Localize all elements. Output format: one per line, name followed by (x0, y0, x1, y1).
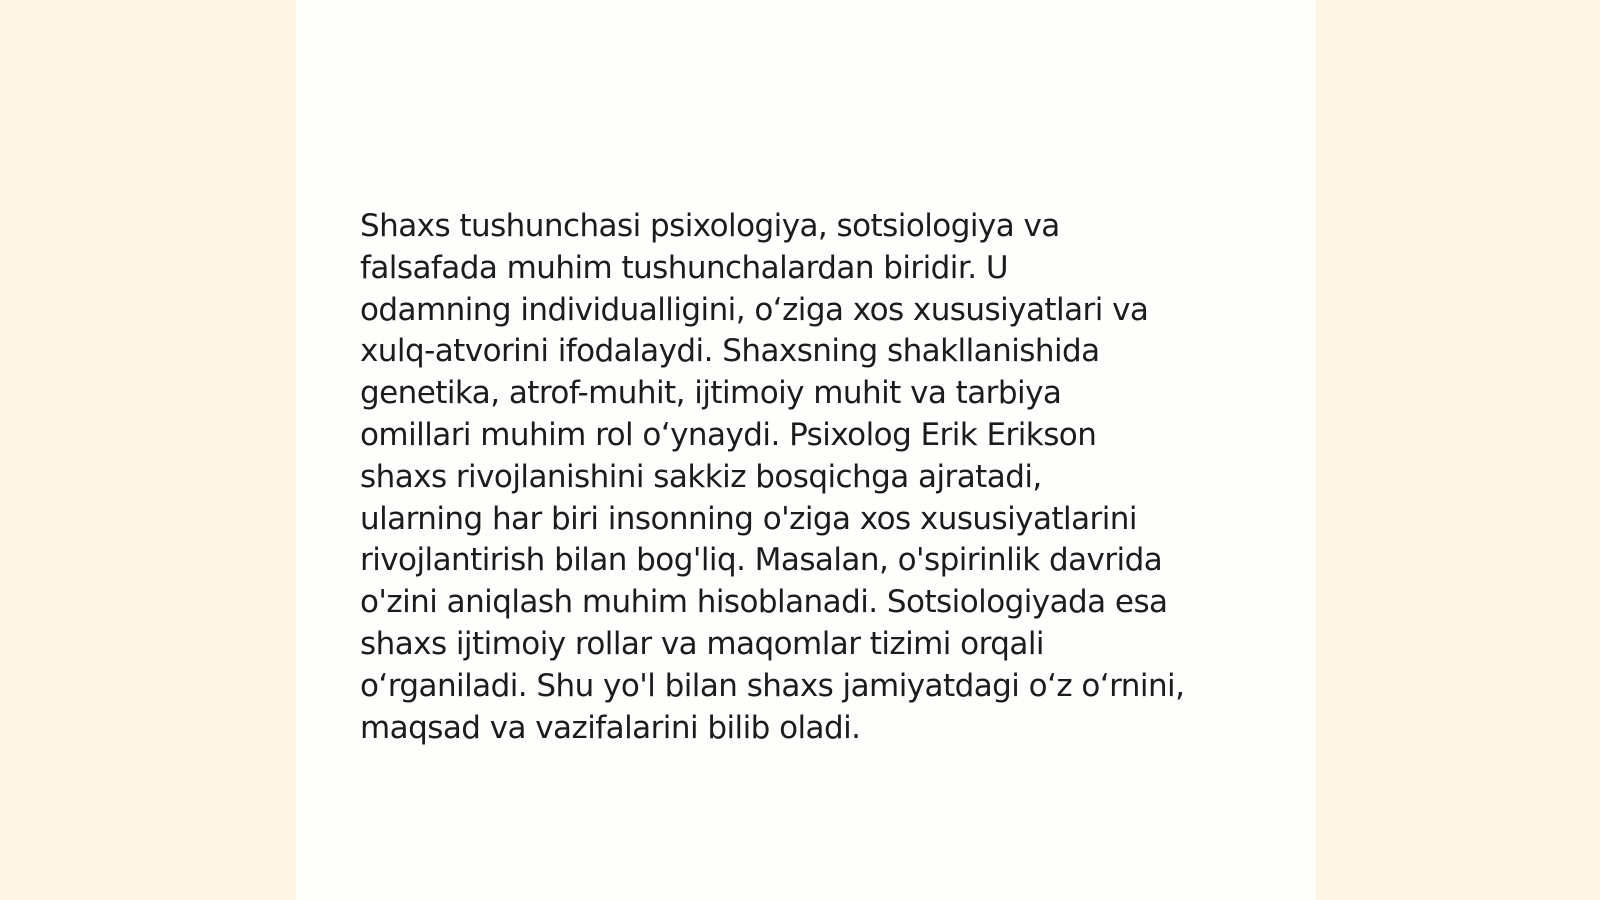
paragraph-line: rivojlantirish bilan bog'liq. Masalan, o'spirinlik davrida (360, 542, 1163, 579)
paragraph-line: shaxs rivojlanishini sakkiz bosqichga ajratadi, (360, 458, 1042, 495)
paragraph-line: xulq-atvorini ifodalaydi. Shaxsning shakllanishida (360, 333, 1100, 370)
paragraph-line: falsafada muhim tushunchalardan biridir. U (360, 249, 1008, 286)
paragraph-line: ularning har biri insonning o'ziga xos xususiyatlarini (360, 500, 1137, 537)
paragraph-line: o‘rganiladi. Shu yo'l bilan shaxs jamiyatdagi o‘z o‘rnini, (360, 667, 1185, 704)
body-paragraph (360, 206, 1260, 749)
paragraph-line: maqsad va vazifalarini bilib oladi. (360, 709, 861, 746)
paragraph-line: Shaxs tushunchasi psixologiya, sotsiologiya va (360, 208, 1060, 244)
paragraph-line: genetika, atrof-muhit, ijtimoiy muhit va tarbiya (360, 375, 1062, 412)
paragraph-line: o'zini aniqlash muhim hisoblanadi. Sotsiologiyada esa (360, 584, 1168, 621)
paragraph-line: odamning individualligini, o‘ziga xos xususiyatlari va (360, 291, 1149, 328)
paragraph-line: shaxs ijtimoiy rollar va maqomlar tizimi orqali (360, 625, 1044, 662)
paragraph-line: omillari muhim rol o‘ynaydi. Psixolog Erik Erikson (360, 416, 1097, 453)
slide (296, 0, 1316, 900)
